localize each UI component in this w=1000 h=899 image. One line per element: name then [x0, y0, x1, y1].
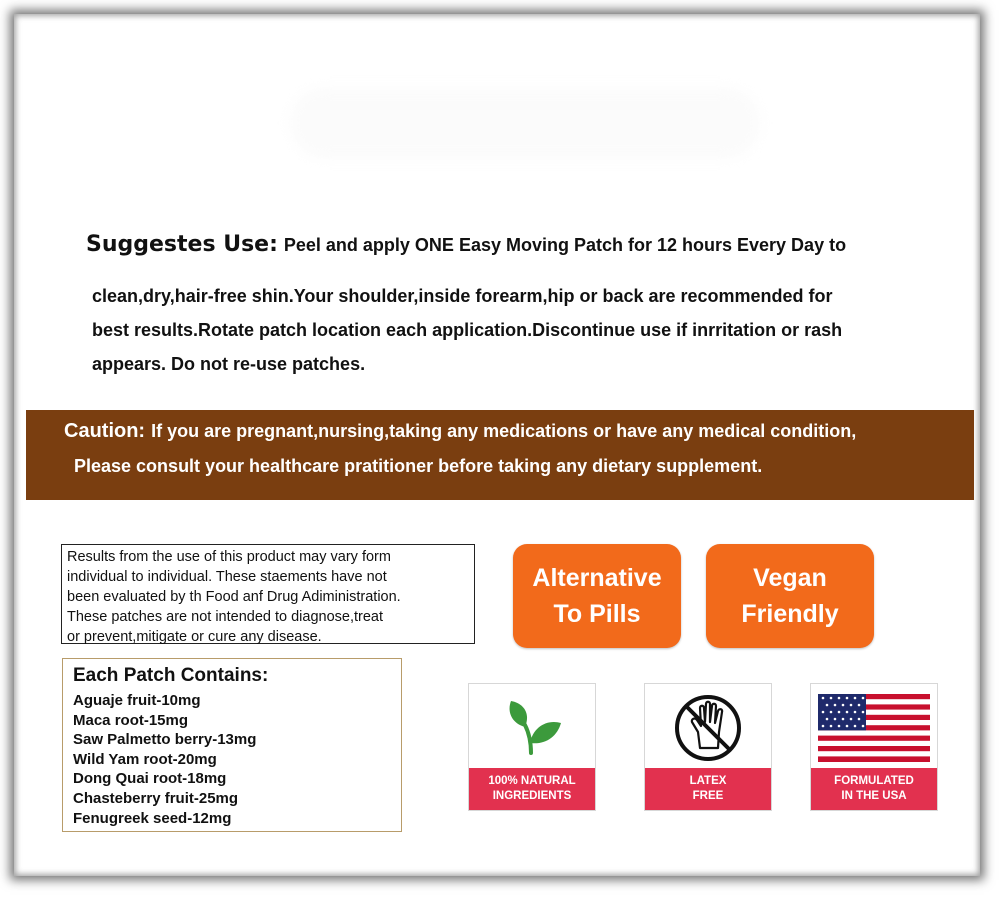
- badge-line: To Pills: [553, 600, 641, 628]
- no-glove-icon: [645, 688, 771, 768]
- caution-banner: [26, 410, 974, 500]
- latex-free-card: [644, 683, 772, 811]
- ingredients-title: Each Patch Contains:: [73, 665, 269, 686]
- caution-text: If you are pregnant,nursing,taking any medications or have any medical condition,: [151, 421, 857, 441]
- us-flag-icon: [811, 688, 937, 768]
- suggested-use-text: Peel and apply ONE Easy Moving Patch for 12 hours Every Day to: [283, 235, 847, 255]
- disclaimer-line: Results from the use of this product may vary form: [67, 549, 391, 565]
- ingredient-item: Saw Palmetto berry-13mg: [73, 731, 257, 749]
- disclaimer-line: or prevent,mitigate or cure any disease.: [67, 629, 322, 645]
- caution-label: Caution:: [64, 420, 146, 442]
- ingredient-item: Aguaje fruit-10mg: [73, 692, 201, 709]
- card-label: FORMULATED IN THE USA: [811, 768, 937, 810]
- formulated-in-usa-card: [810, 683, 938, 811]
- badge-line: Vegan: [753, 564, 827, 592]
- natural-ingredients-card: [468, 683, 596, 811]
- faded-area: [290, 88, 760, 158]
- alternative-to-pills-badge: [513, 544, 681, 648]
- ingredient-item: Chasteberry fruit-25mg: [73, 789, 239, 807]
- badge-line: Alternative: [532, 564, 662, 592]
- suggested-use-line: clean,dry,hair-free shin.Your shoulder,inside forearm,hip or back are recommended for: [92, 286, 833, 306]
- suggested-use-section: [86, 232, 966, 381]
- caution-text: Please consult your healthcare pratitioner before taking any dietary supplement.: [74, 456, 763, 476]
- ingredients-box: [62, 658, 402, 832]
- ingredient-item: Maca root-15mg: [73, 711, 189, 729]
- disclaimer-box: [61, 544, 475, 644]
- ingredient-item: Dong Quai root-18mg: [73, 770, 227, 788]
- disclaimer-line: individual to individual. These staements have not: [67, 569, 387, 585]
- suggested-use-heading: Suggestes Use:: [86, 232, 278, 257]
- disclaimer-line: These patches are not intended to diagnose,treat: [67, 609, 383, 625]
- suggested-use-line: best results.Rotate patch location each application.Discontinue use if inrritation or rash: [92, 320, 843, 340]
- leaf-icon: [469, 688, 595, 768]
- card-label: LATEX FREE: [645, 768, 771, 810]
- suggested-use-line: appears. Do not re-use patches.: [92, 354, 366, 374]
- card-label: 100% NATURAL INGREDIENTS: [469, 768, 595, 810]
- ingredient-item: Wild Yam root-20mg: [73, 750, 217, 768]
- vegan-friendly-badge: [706, 544, 874, 648]
- disclaimer-line: been evaluated by th Food anf Drug Adiministration.: [67, 589, 401, 605]
- badge-line: Friendly: [741, 600, 839, 628]
- ingredient-item: Fenugreek seed-12mg: [73, 809, 232, 827]
